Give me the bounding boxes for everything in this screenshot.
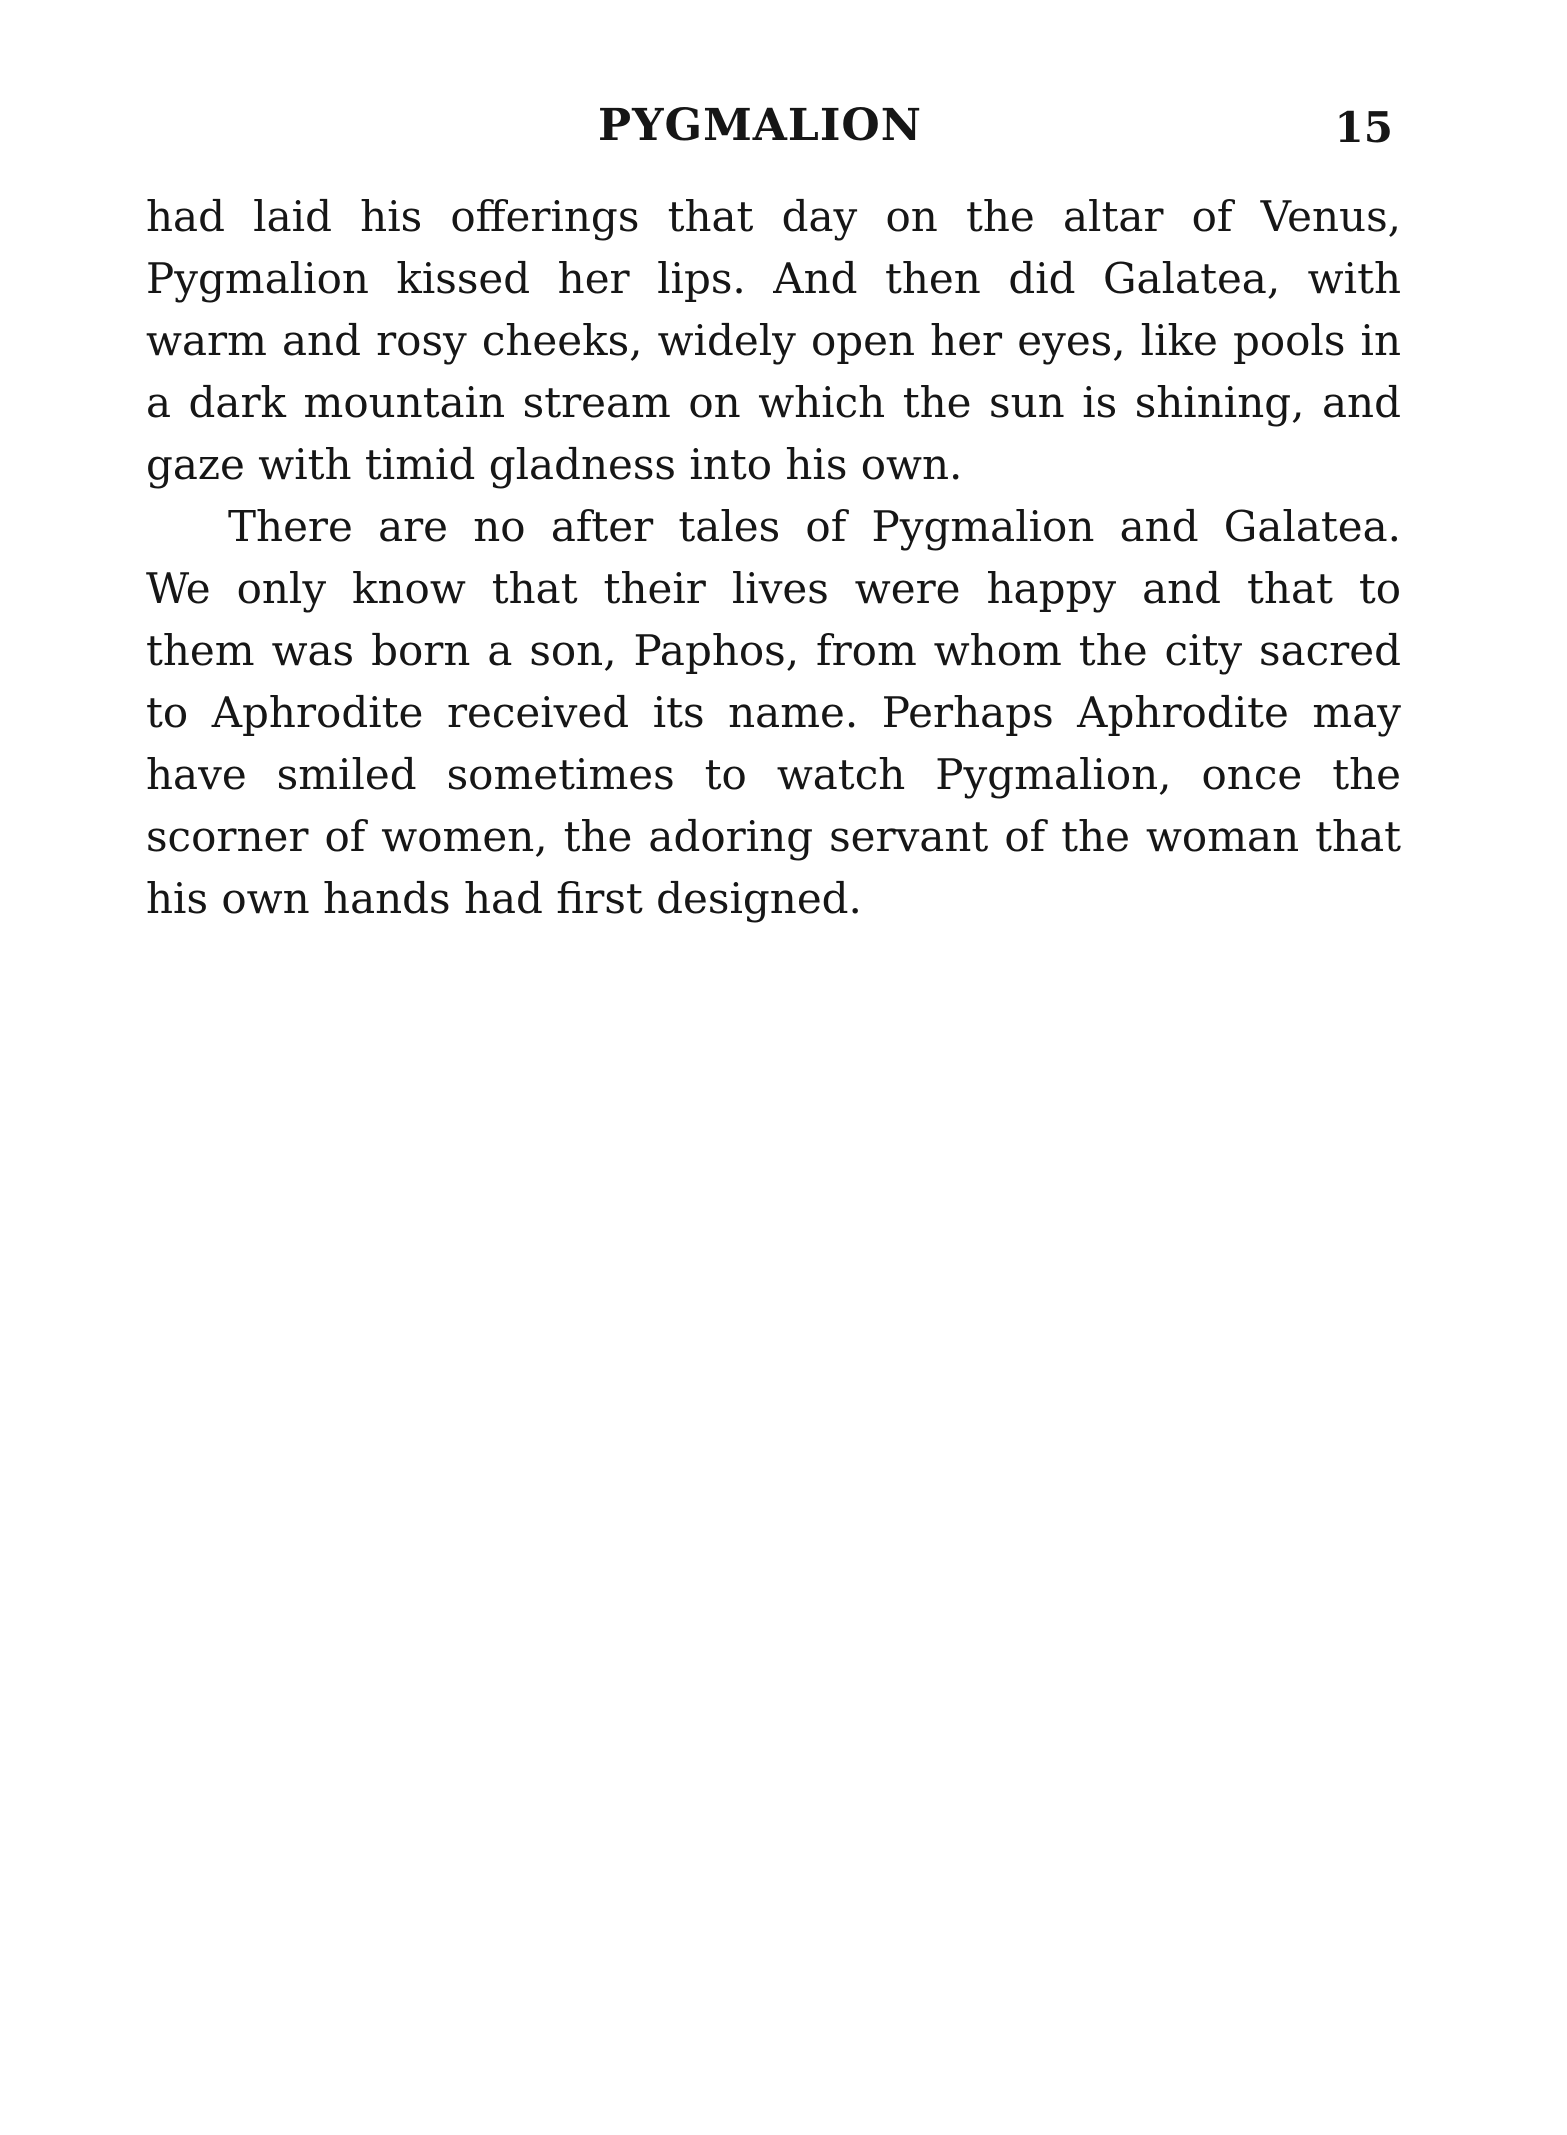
text-line: a dark mountain stream on which the sun is shining, and [146, 378, 1401, 427]
text-line: Pygmalion kissed her lips. And then did Galatea, with [146, 254, 1401, 303]
text-line: We only know that their lives were happy and that to [146, 564, 1401, 613]
paragraph-1 [146, 186, 1401, 496]
text-line: have smiled sometimes to watch Pygmalion, once the [146, 750, 1401, 799]
running-head [0, 96, 1567, 156]
text-line: his own hands had first designed. [146, 874, 862, 923]
text-line: There are no after tales of Pygmalion and Galatea. [228, 502, 1401, 551]
text-line: them was born a son, Paphos, from whom the city sacred [146, 626, 1401, 675]
body-text [146, 186, 1401, 930]
text-line: had laid his offerings that day on the altar of Venus, [146, 192, 1401, 241]
running-title: PYGMALION [598, 100, 922, 151]
paragraph-2 [146, 496, 1401, 930]
text-line: warm and rosy cheeks, widely open her eyes, like pools in [146, 316, 1401, 365]
page-number: 15 [1334, 103, 1393, 152]
text-line: scorner of women, the adoring servant of the woman that [146, 812, 1401, 861]
text-line: to Aphrodite received its name. Perhaps Aphrodite may [146, 688, 1401, 737]
text-line: gaze with timid gladness into his own. [146, 440, 963, 489]
